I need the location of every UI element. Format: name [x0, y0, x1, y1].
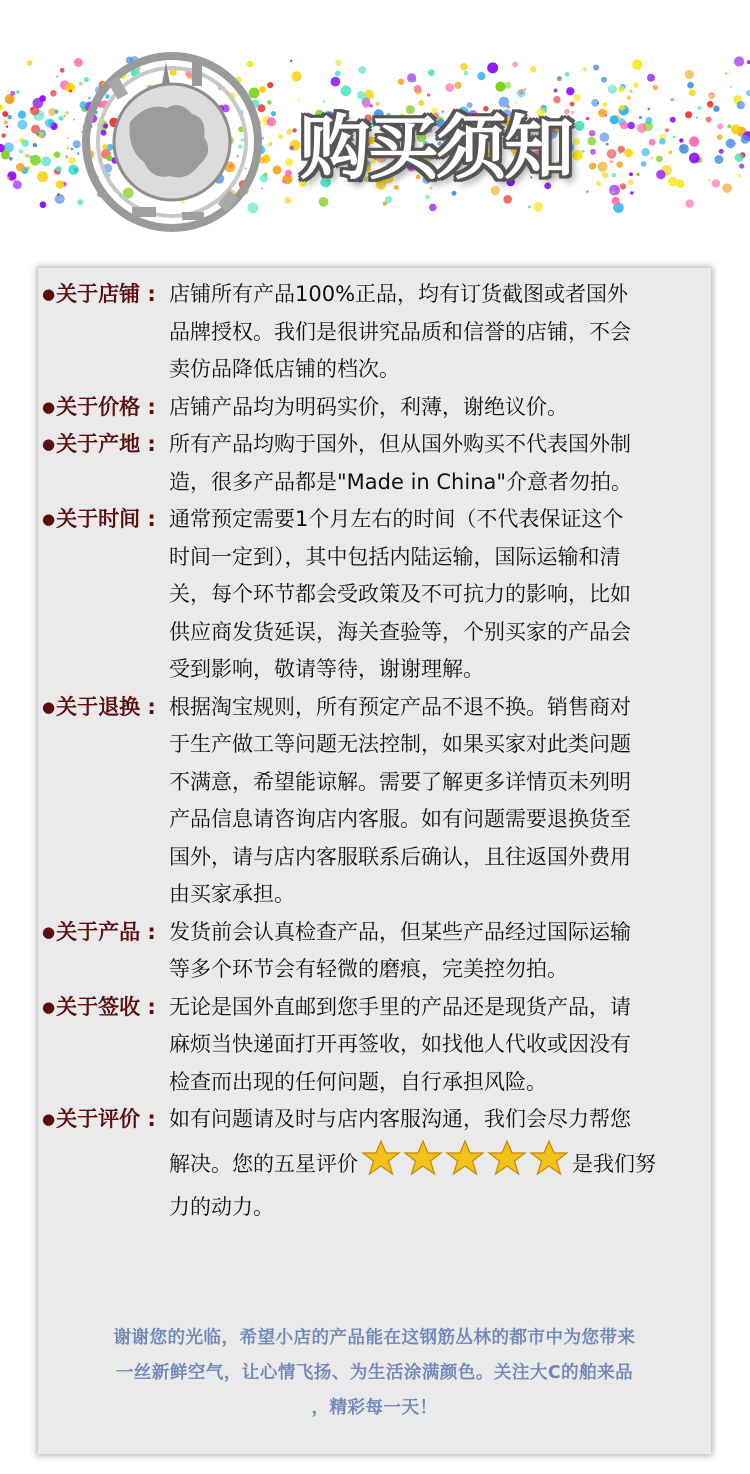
star-icon	[402, 1139, 444, 1177]
section-review	[38, 1101, 711, 1227]
page-title: 购买须知	[300, 107, 572, 189]
star-icon	[528, 1139, 570, 1177]
text-line: 通常预定需要1个月左右的时间（不代表保证这个	[169, 507, 624, 531]
section-text	[169, 276, 702, 389]
star-icon	[360, 1139, 402, 1177]
footer-line: 谢谢您的光临，希望小店的产品能在这钢筋丛林的都市中为您带来	[113, 1328, 636, 1348]
text-line: 所有产品均购于国外，但从国外购买不代表国外制	[169, 432, 631, 456]
text-line: 卖仿品降低店铺的档次。	[169, 357, 400, 381]
footer-line: 一丝新鲜空气，让心情飞扬、为生活涂满颜色。关注大C的舶来品	[115, 1363, 634, 1383]
section-text	[169, 989, 702, 1102]
section-text	[169, 689, 702, 914]
text-line: 产品信息请咨询店内客服。如有问题需要退换货至	[169, 807, 631, 831]
section-heading: ●关于店铺 :	[42, 282, 156, 306]
text-line: 不满意，希望能谅解。需要了解更多详情页未列明	[169, 769, 631, 794]
text-line: 受到影响，敬请等待，谢谢理解。	[169, 657, 484, 681]
text-line: 店铺所有产品100%正品，均有订货截图或者国外	[169, 282, 629, 306]
section-price	[38, 389, 711, 427]
section-time	[38, 501, 711, 689]
section-delivery	[38, 989, 711, 1102]
text-line: 店铺产品均为明码实价，利薄，谢绝议价。	[169, 394, 568, 419]
text-fragment: 是我们努	[572, 1151, 656, 1176]
text-line: 根据淘宝规则，所有预定产品不退不换。销售商对	[169, 694, 631, 719]
globe-emblem-icon	[72, 42, 272, 242]
text-line: 关，每个环节都会受政策及不可抗力的影响，比如	[169, 582, 631, 606]
section-heading: ●关于退换 :	[42, 694, 156, 719]
text-line: 时间一定到），其中包括内陆运输，国际运输和清	[169, 544, 621, 569]
text-line: 如有问题请及时与店内客服沟通，我们会尽力帮您	[169, 1107, 631, 1131]
text-fragment: 解决。您的五星评价	[169, 1151, 358, 1176]
section-text	[169, 389, 702, 427]
text-line: 麻烦当快递面打开再签收，如找他人代收或因没有	[169, 1032, 631, 1056]
text-line: 供应商发货延误，海关查验等，个别买家的产品会	[169, 619, 631, 644]
text-line: 品牌授权。我们是很讲究品质和信誉的店铺，不会	[169, 319, 631, 344]
section-heading: ●关于签收 :	[42, 994, 156, 1019]
section-text	[169, 914, 702, 989]
section-heading: ●关于产地 :	[42, 432, 156, 456]
section-store	[38, 276, 711, 389]
section-heading: ●关于价格 :	[42, 394, 156, 419]
notice-sections	[38, 276, 711, 1227]
star-icon	[444, 1139, 486, 1177]
text-line: 造，很多产品都是"Made in China"介意者勿拍。	[169, 469, 633, 494]
section-returns	[38, 689, 711, 914]
section-text	[169, 1101, 702, 1227]
text-line: 检查而出现的任何问题，自行承担风险。	[169, 1069, 547, 1094]
header-banner	[0, 0, 750, 262]
section-origin	[38, 426, 711, 501]
text-line	[169, 1139, 702, 1190]
section-text	[169, 426, 702, 501]
section-product	[38, 914, 711, 989]
section-text	[169, 501, 702, 689]
section-heading: ●关于产品 :	[42, 919, 156, 944]
thank-you-note	[52, 1321, 697, 1426]
text-line: 国外，请与店内客服联系后确认，且往返国外费用	[169, 844, 631, 869]
text-line: 等多个环节会有轻微的磨痕，完美控勿拍。	[169, 957, 568, 981]
five-star-rating	[360, 1139, 570, 1190]
purchase-notice-panel	[38, 268, 711, 1454]
text-line: 力的动力。	[169, 1195, 274, 1219]
text-line: 无论是国外直邮到您手里的产品还是现货产品，请	[169, 994, 631, 1019]
text-line: 于生产做工等问题无法控制，如果买家对此类问题	[169, 732, 631, 756]
footer-line: ，精彩每一天！	[311, 1398, 438, 1418]
text-line: 由买家承担。	[169, 882, 295, 906]
star-icon	[486, 1139, 528, 1177]
text-line: 发货前会认真检查产品，但某些产品经过国际运输	[169, 919, 631, 944]
section-heading: ●关于时间 :	[42, 507, 156, 531]
section-heading: ●关于评价 :	[42, 1107, 156, 1131]
